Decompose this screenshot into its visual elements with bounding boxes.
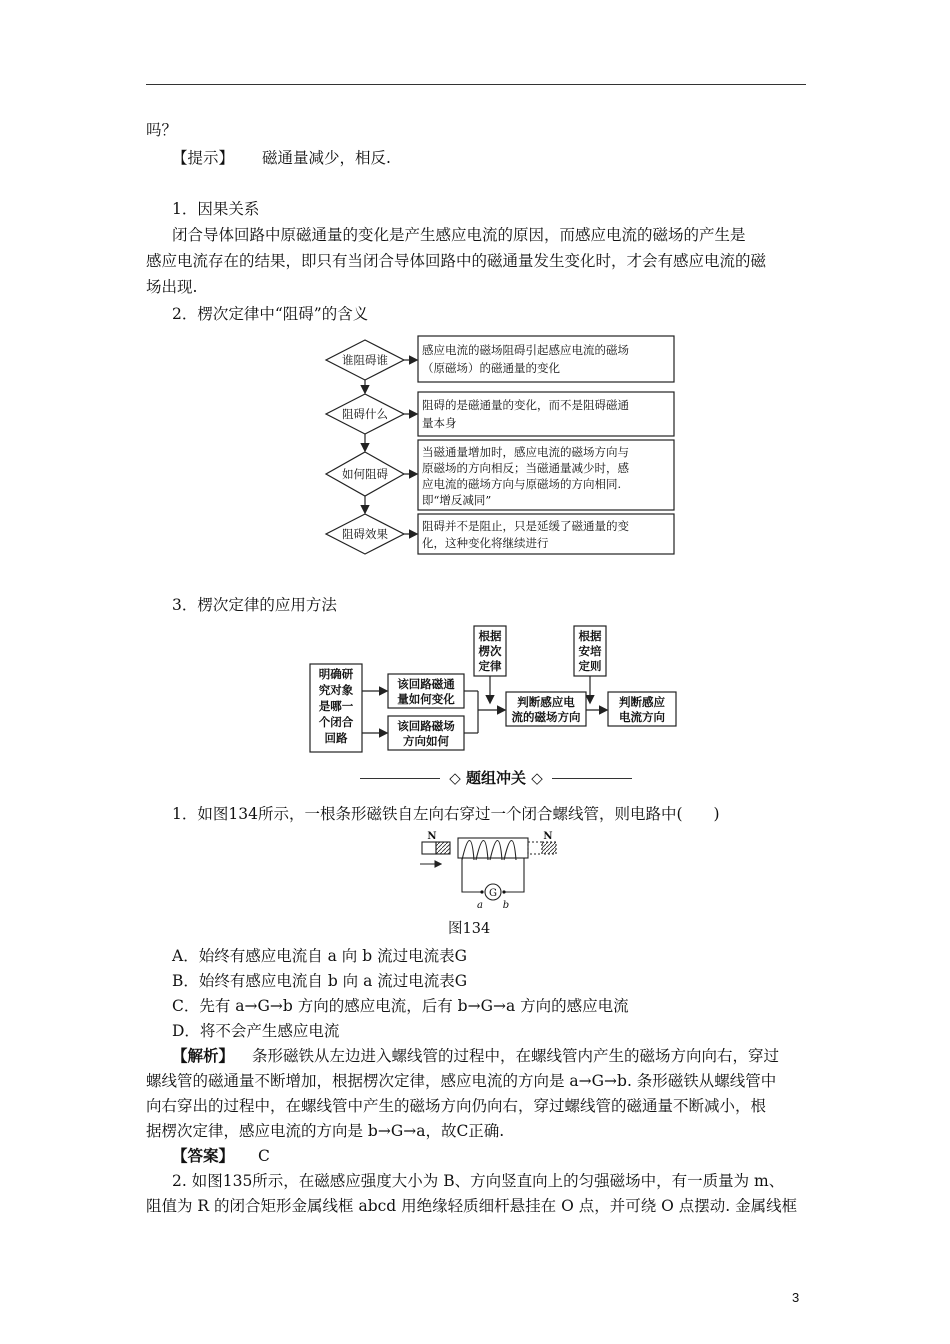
header-rule xyxy=(146,84,806,85)
heading-causal: 1．因果关系 xyxy=(172,200,260,218)
hint-text: 磁通量减少，相反. xyxy=(262,149,391,167)
terminal-a: a xyxy=(477,900,483,911)
analysis-line: 条形磁铁从左边进入螺线管的过程中，在螺线管内产生的磁场方向向右，穿过 xyxy=(252,1047,780,1065)
q-how: 如何阻碍 xyxy=(342,467,388,481)
question-1-stem: 1．如图134所示，一根条形磁铁自左向右穿过一个闭合螺线管，则电路中( ) xyxy=(172,805,720,823)
judge-field-2: 流的磁场方向 xyxy=(511,710,581,724)
text-line: 感应电流存在的结果，即只有当闭合导体回路中的磁通量发生变化时，才会有感应电流的磁 xyxy=(146,252,767,270)
page-number: 3 xyxy=(792,1290,800,1305)
start-1: 明确研 xyxy=(318,667,354,681)
ans-how-1: 当磁通量增加时，感应电流的磁场方向与 xyxy=(422,445,629,459)
ans-effect-2: 化，这种变化将继续进行 xyxy=(422,536,549,550)
ans-effect-1: 阻碍并不是阻止，只是延缓了磁通量的变 xyxy=(422,519,629,533)
analysis-tag: 【解析】 xyxy=(172,1046,235,1065)
hint-tag: 【提示】 xyxy=(172,149,235,167)
method-flowchart xyxy=(308,622,678,754)
text-line: 闭合导体回路中原磁通量的变化是产生感应电流的原因，而感应电流的磁场的产生是 xyxy=(172,226,746,244)
lenz-3: 定律 xyxy=(478,659,502,673)
solenoid-figure xyxy=(418,828,568,912)
start-3: 是哪一 xyxy=(318,699,354,713)
option-c: C．先有 a→G→b 方向的感应电流，后有 b→G→a 方向的感应电流 xyxy=(172,997,629,1015)
q-effect: 阻碍效果 xyxy=(342,527,388,541)
option-b: B．始终有感应电流自 b 向 a 流过电流表G xyxy=(172,972,468,990)
galvanometer-label: G xyxy=(489,888,497,899)
ans-how-4: 即“增反减同” xyxy=(422,493,492,507)
magnet-n-label: N xyxy=(427,831,437,842)
ampere-2: 安培 xyxy=(578,644,602,658)
judge-field-1: 判断感应电 xyxy=(517,695,575,709)
ans-what-1: 阻碍的是磁通量的变化，而不是阻碍磁通 xyxy=(422,398,629,412)
heading-method: 3．楞次定律的应用方法 xyxy=(172,596,337,614)
section-title: ◇ 题组冲关 ◇ xyxy=(449,769,543,787)
answer-value: C xyxy=(258,1147,270,1165)
flux-change-1: 该回路磁通 xyxy=(397,677,455,691)
start-4: 个闭合 xyxy=(318,715,354,729)
q-what: 阻碍什么 xyxy=(342,407,388,421)
ans-how-3: 应电流的磁场方向与原磁场的方向相同. xyxy=(422,477,622,491)
text-line: 场出现. xyxy=(146,278,198,296)
ans-who-1: 感应电流的磁场阻碍引起感应电流的磁场 xyxy=(422,343,629,357)
start-2: 究对象 xyxy=(318,683,354,697)
judge-current-2: 电流方向 xyxy=(619,710,665,724)
section-rule-left xyxy=(360,778,440,779)
analysis-line: 螺线管的磁通量不断增加，根据楞次定律，感应电流的方向是 a→G→b. 条形磁铁从螺线管中 xyxy=(146,1072,777,1090)
field-direction-2: 方向如何 xyxy=(403,734,449,748)
ans-how-2: 原磁场的方向相反；当磁通量减少时，感 xyxy=(422,461,629,475)
flux-change-2: 量如何变化 xyxy=(397,692,455,706)
answer-tag: 【答案】 xyxy=(172,1146,235,1165)
option-a: A．始终有感应电流自 a 向 b 流过电流表G xyxy=(172,947,467,965)
lenz-1: 根据 xyxy=(478,629,502,643)
field-direction-1: 该回路磁场 xyxy=(397,719,455,733)
question-2-line: 2. 如图135所示，在磁感应强度大小为 B、方向竖直向上的匀强磁场中，有一质量为 m、 xyxy=(172,1172,785,1190)
ampere-3: 定则 xyxy=(578,659,602,673)
judge-current-1: 判断感应 xyxy=(619,695,665,709)
analysis-line: 据楞次定律，感应电流的方向是 b→G→a，故C正确. xyxy=(146,1122,505,1140)
ans-what-2: 量本身 xyxy=(422,416,457,430)
q-who: 谁阻碍谁 xyxy=(342,353,388,367)
terminal-b: b xyxy=(502,900,510,911)
magnet-n-label-dashed: N xyxy=(543,831,553,842)
ampere-1: 根据 xyxy=(578,629,602,643)
heading-meaning: 2．楞次定律中“阻碍”的含义 xyxy=(172,305,369,323)
section-rule-right xyxy=(552,778,632,779)
start-5: 回路 xyxy=(324,731,348,745)
analysis-line: 向右穿出的过程中，在螺线管中产生的磁场方向仍向右，穿过螺线管的磁通量不断减小，根 xyxy=(146,1097,767,1115)
option-d: D．将不会产生感应电流 xyxy=(172,1022,340,1040)
text-line: 吗？ xyxy=(146,121,178,139)
lenz-2: 楞次 xyxy=(478,644,502,658)
meaning-diagram xyxy=(318,334,678,570)
ans-who-2: （原磁场）的磁通量的变化 xyxy=(422,361,560,375)
question-2-line: 阻值为 R 的闭合矩形金属线框 abcd 用绝缘轻质细杆悬挂在 O 点，并可绕 O 点摆动. 金属线框 xyxy=(146,1197,798,1215)
figure-caption: 图134 xyxy=(448,921,491,937)
